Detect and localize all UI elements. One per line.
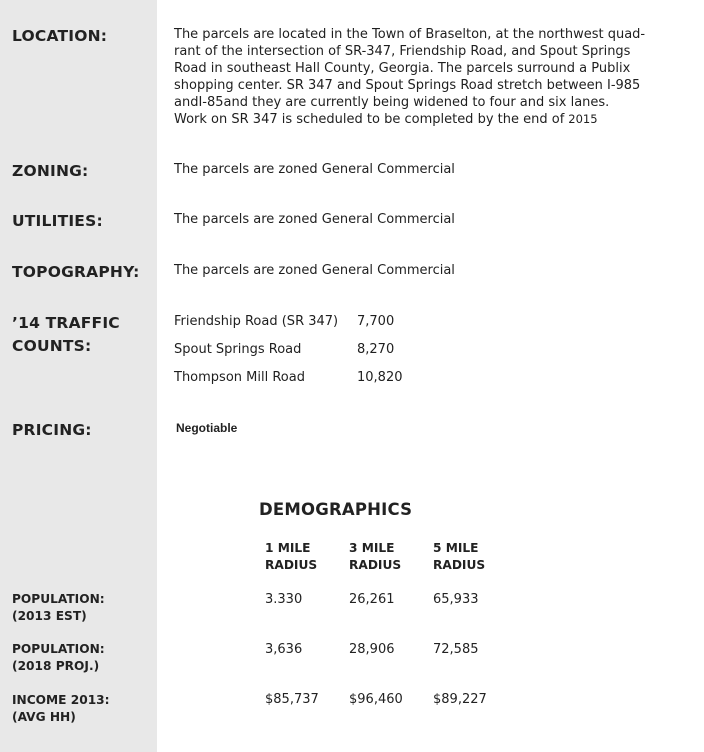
location-label: LOCATION: <box>12 27 108 45</box>
traffic-road-name: Thompson Mill Road <box>174 370 305 385</box>
demographics-cell: 65,933 <box>433 592 479 607</box>
demographics-cell: $96,460 <box>349 692 403 707</box>
utilities-value: The parcels are zoned General Commercial <box>174 212 455 227</box>
location-line <box>174 111 645 128</box>
demographics-cell: 72,585 <box>433 642 479 657</box>
radius-header-line2: RADIUS <box>433 557 486 572</box>
demographics-cell: 3,636 <box>265 642 303 657</box>
row-label-line2: (2018 PROJ.) <box>12 658 100 673</box>
location-paragraph <box>174 26 645 128</box>
traffic-road-name: Friendship Road (SR 347) <box>174 314 339 329</box>
radius-header-line1: 1 MILE <box>265 541 311 555</box>
demographics-cell: $85,737 <box>265 692 319 707</box>
demographics-cell: $89,227 <box>433 692 487 707</box>
topography-label: TOPOGRAPHY: <box>12 263 140 281</box>
zoning-label: ZONING: <box>12 162 89 180</box>
radius-header-line1: 3 MILE <box>349 541 395 555</box>
radius-column-header <box>265 540 317 573</box>
row-label-line2: (AVG HH) <box>12 709 76 724</box>
traffic-label-line2: COUNTS: <box>12 337 92 355</box>
location-line: shopping center. SR 347 and Spout Springs Road stretch between I-985 <box>174 78 641 93</box>
topography-value: The parcels are zoned General Commercial <box>174 263 455 278</box>
row-label-line1: INCOME 2013: <box>12 693 110 707</box>
demographics-row-label <box>12 641 105 674</box>
radius-header-line2: RADIUS <box>265 557 318 572</box>
radius-column-header <box>349 540 401 573</box>
traffic-label-line1: ’14 TRAFFIC <box>12 314 120 332</box>
demographics-cell: 28,906 <box>349 642 395 657</box>
row-label-line1: POPULATION: <box>12 642 105 656</box>
pricing-label: PRICING: <box>12 421 92 439</box>
utilities-label: UTILITIES: <box>12 212 103 230</box>
location-line: Road in southeast Hall County, Georgia. The parcels surround a Publix <box>174 61 631 76</box>
traffic-label <box>12 312 120 358</box>
radius-column-header <box>433 540 485 573</box>
location-line: The parcels are located in the Town of Braselton, at the northwest quad- <box>174 27 646 42</box>
location-line: andI-85and they are currently being widened to four and six lanes. <box>174 95 610 110</box>
row-label-line2: (2013 EST) <box>12 608 87 623</box>
radius-header-line1: 5 MILE <box>433 541 479 555</box>
demographics-title: DEMOGRAPHICS <box>259 500 413 519</box>
demographics-cell: 3.330 <box>265 592 303 607</box>
demographics-row-label <box>12 591 105 624</box>
demographics-row-label <box>12 692 110 725</box>
pricing-value: Negotiable <box>176 421 238 435</box>
sidebar-panel <box>0 0 157 752</box>
zoning-value: The parcels are zoned General Commercial <box>174 162 455 177</box>
row-label-line1: POPULATION: <box>12 592 105 606</box>
traffic-count-value: 8,270 <box>357 342 395 357</box>
demographics-cell: 26,261 <box>349 592 395 607</box>
traffic-road-name: Spout Springs Road <box>174 342 302 357</box>
radius-header-line2: RADIUS <box>349 557 402 572</box>
location-last-line-text: Work on SR 347 is scheduled to be completed by the end of <box>174 112 565 127</box>
location-year: 2015 <box>568 112 598 126</box>
location-line: rant of the intersection of SR-347, Friendship Road, and Spout Springs <box>174 44 631 59</box>
traffic-count-value: 7,700 <box>357 314 395 329</box>
traffic-count-value: 10,820 <box>357 370 403 385</box>
